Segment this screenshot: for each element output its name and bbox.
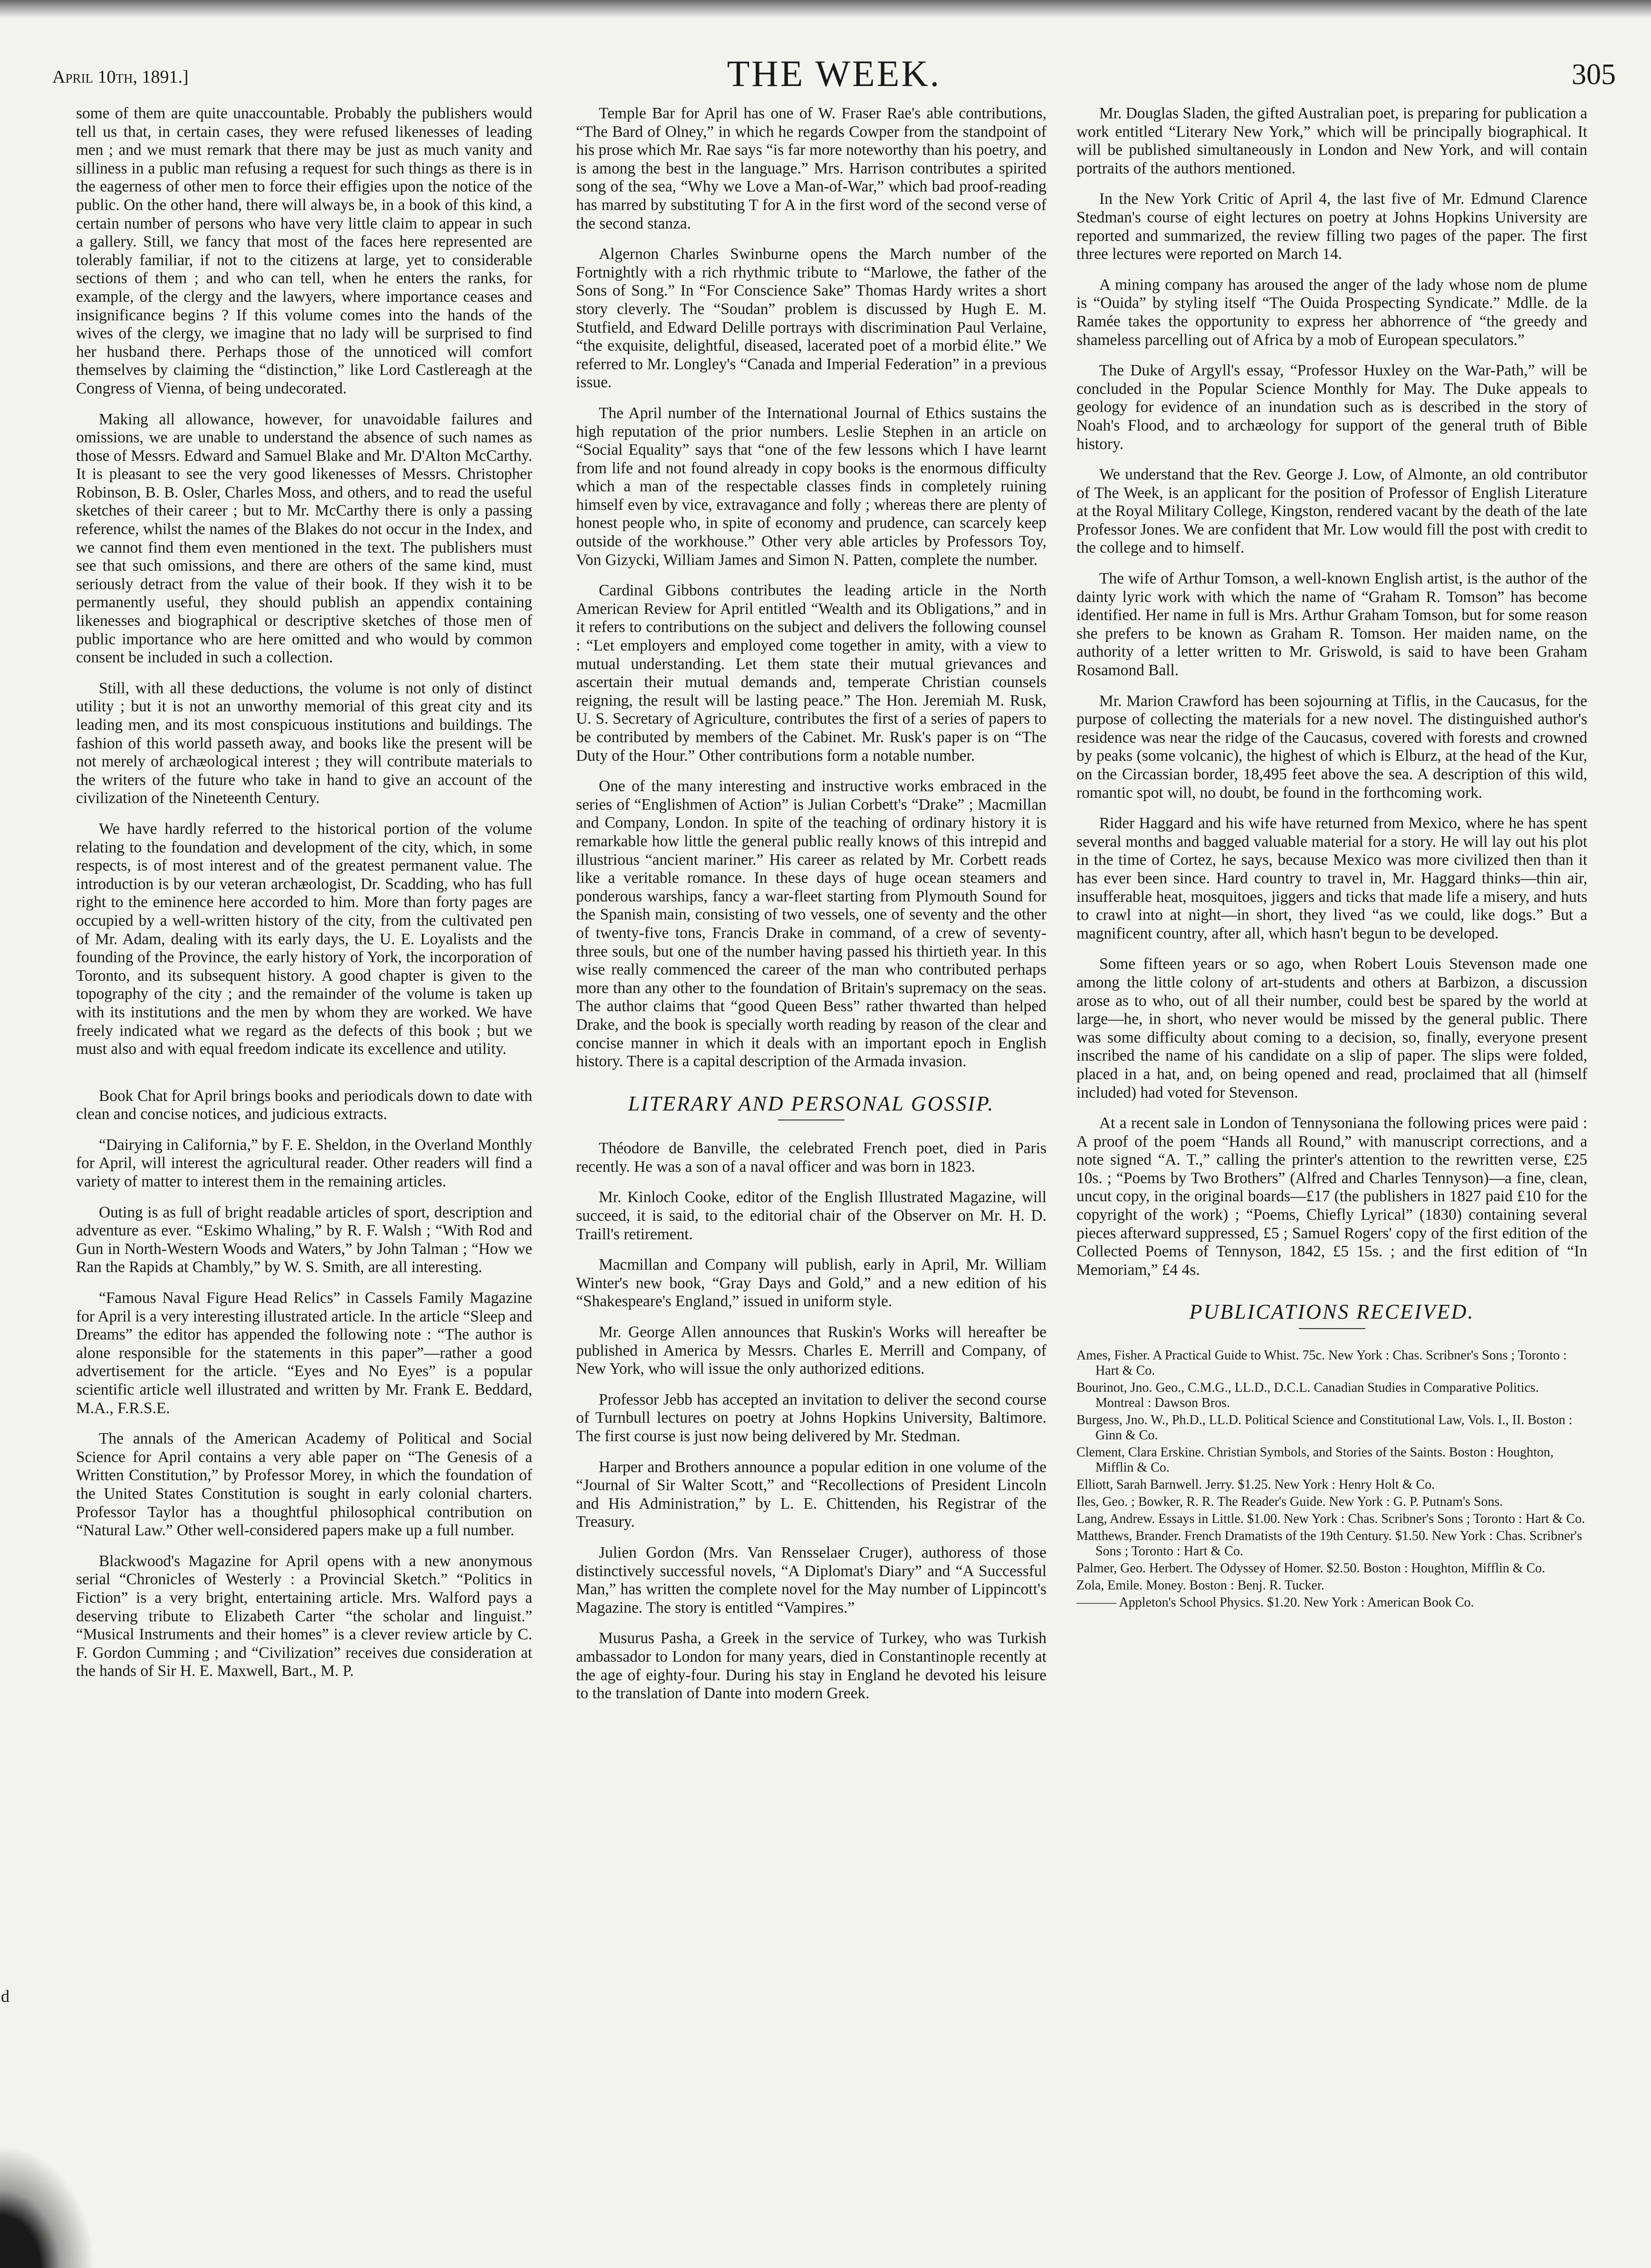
publication-entry: Zola, Emile. Money. Boston : Benj. R. Tucker.: [1076, 1578, 1325, 1593]
section-heading-gossip: LITERARY AND PERSONAL GOSSIP.: [628, 1091, 995, 1115]
publication-entry: Iles, Geo. ; Bowker, R. R. The Reader's Guide. New York : G. P. Putnam's Sons.: [1076, 1494, 1503, 1510]
margin-mark: d: [1, 1987, 10, 2006]
column-1: [76, 105, 532, 1693]
publication-entry: Lang, Andrew. Essays in Little. $1.00. New York : Chas. Scribner's Sons ; Toronto : Hart & Co.: [1076, 1512, 1585, 1527]
issue-date: April 10th, 1891.]: [52, 67, 189, 87]
paragraph: The April number of the International Journal of Ethics sustains the high reputation of the prior numbers. Leslie Stephen in an article on “Social Equality” says that “one of the few lessons which I have learnt from life and not found already in copy books is the enormous difficulty which a man of the respectable classes finds in completely ruining himself even by vice, extravagance and folly ; whereas there are plenty of honest people who, in spite of economy and prudence, can scarcely keep outside of the workhouse.” Other very able articles by Professors Toy, Von Gizycki, William James and Simon N. Patten, complete the number.: [576, 404, 1046, 569]
publication-entry: Elliott, Sarah Barnwell. Jerry. $1.25. New York : Henry Holt & Co.: [1076, 1477, 1435, 1493]
paragraph: We understand that the Rev. George J. Low, of Almonte, an old contributor of The Week, is an applicant for the position of Professor of English Literature at the Royal Military College, Kingston, rendered vacant by the death of the late Professor Jones. We are confident that Mr. Low would fill the post with credit to the college and to himself.: [1076, 466, 1587, 557]
paragraph: One of the many interesting and instructive works embraced in the series of “Englishmen of Action” is Julian Corbett's “Drake” ; Macmillan and Company, London. In spite of the teaching of ordinary history it is remarkable how little the general public really knows of this intrepid and illustrious “ancient mariner.” His career as related by Mr. Corbett reads like a veritable romance. In these days of huge ocean steamers and ponderous warships, fancy a war-fleet starting from Plymouth Sound for the Spanish main, consisting of two vessels, one of seventy and the other of twenty-five tons, Francis Drake in command, of a crew of seventy-three souls, but one of the number having passed his thirtieth year. In this wise really commenced the career of the man who contributed perhaps more than any other to the foundation of Britain's supremacy on the seas. The author claims that “good Queen Bess” rather thwarted than helped Drake, and the book is specially worth reading by reason of the clear and concise manner in which it deals with an important epoch in English history. There is a capital description of the Armada invasion.: [576, 777, 1046, 1071]
paragraph: A mining company has aroused the anger of the lady whose nom de plume is “Ouida” by styling itself “The Ouida Prospecting Syndicate.” Mdlle. de la Ramée takes the opportunity to express her abhorrence of “the greedy and shameless parcelling out of Africa by a mob of European speculators.”: [1076, 276, 1587, 349]
paragraph: The Duke of Argyll's essay, “Professor Huxley on the War-Path,” will be concluded in the Popular Science Monthly for May. The Duke appeals to geology for evidence of an inundation such as is described in the story of Noah's Flood, and to archæology for support of the general truth of Bible history.: [1076, 362, 1587, 453]
column-3: [1076, 105, 1587, 1612]
publications-list: [1076, 1348, 1587, 1610]
paragraph: Some fifteen years or so ago, when Robert Louis Stevenson made one among the little colony of art-students and others at Barbizon, a discussion arose as to who, out of all their number, could best be spared by the world at large—he, in short, who never would be missed by the general public. There was some difficulty about coming to a decision, so, finally, everyone present inscribed the name of his candidate on a slip of paper. The slips were folded, placed in a hat, and, on being opened and read, proclaimed that all (himself included) had voted for Stevenson.: [1076, 955, 1587, 1101]
publication-entry: Bourinot, Jno. Geo., C.M.G., LL.D., D.C.L. Canadian Studies in Comparative Politics. Montreal : Dawson Bros.: [1076, 1380, 1539, 1411]
paragraph: “Famous Naval Figure Head Relics” in Cassels Family Magazine for April is a very interesting illustrated article. In the article “Sleep and Dreams” the editor has appended the following note : “The author is alone responsible for the statements in this paper”—rather a good advertisement for the article. “Eyes and No Eyes” is a popular scientific article well illustrated and written by Mr. Frank E. Beddard, M.A., F.R.S.E.: [76, 1289, 532, 1417]
paragraph: We have hardly referred to the historical portion of the volume relating to the foundation and development of the city, which, in some respects, is of most interest and of the greatest permanent value. The introduction is by our veteran archæologist, Dr. Scadding, who has full right to the eminence here accorded to him. More than forty pages are occupied by a well-written history of the city, from the cultivated pen of Mr. Adam, dealing with its early days, the U. E. Loyalists and the founding of the Province, the early history of York, the incorporation of Toronto, and its subsequent history. A good chapter is given to the topography of the city ; and the remainder of the volume is taken up with its institutions and the men by whom they are worked. We have freely indicated what we regard as the defects of this book ; but we must also and with equal freedom indicate its excellence and utility.: [76, 820, 532, 1058]
gossip-paragraph: Musurus Pasha, a Greek in the service of Turkey, who was Turkish ambassador to London for many years, died in Constantinople recently at the age of eighty-four. During his stay in England he devoted his leisure to the translation of Dante into modern Greek.: [576, 1629, 1046, 1703]
gossip-paragraph: Harper and Brothers announce a popular edition in one volume of the “Journal of Sir Walter Scott,” and “Recollections of President Lincoln and His Administration,” by L. E. Chittenden, his Registrar of the Treasury.: [576, 1458, 1046, 1531]
gossip-paragraph: Julien Gordon (Mrs. Van Rensselaer Cruger), authoress of those distinctively successful novels, “A Diplomat's Diary” and “A Successful Man,” has written the complete novel for the May number of Lippincott's Magazine. The story is entitled “Vampires.”: [576, 1543, 1046, 1617]
paragraph: In the New York Critic of April 4, the last five of Mr. Edmund Clarence Stedman's course of eight lectures on poetry at Johns Hopkins University are reported and summarized, the review filling two pages of the paper. The first three lectures were reported on March 14.: [1076, 190, 1587, 263]
paragraph: Still, with all these deductions, the volume is not only of distinct utility ; but it is not an unworthy memorial of this great city and its leading men, and its most conspicuous institutions and buildings. The fashion of this world passeth away, and books like the present will be not merely of archæological interest ; they will contribute materials to the writers of the future who take in hand to give an account of the civilization of the Nineteenth Century.: [76, 679, 532, 807]
column-2: [576, 105, 1046, 1715]
page-header: [52, 52, 1616, 105]
publication-entry: Palmer, Geo. Herbert. The Odyssey of Homer. $2.50. Boston : Houghton, Mifflin & Co.: [1076, 1561, 1545, 1576]
paragraph: Outing is as full of bright readable articles of sport, description and adventure as ever. “Eskimo Whaling,” by R. F. Walsh ; “With Rod and Gun in North-Western Woods and Waters,” by John Talman ; “How we Ran the Rapids at Chambly,” by W. S. Smith, are all interesting.: [76, 1203, 532, 1276]
gossip-paragraph: Mr. George Allen announces that Ruskin's Works will hereafter be published in America by Messrs. Charles E. Merrill and Company, of New York, who will issue the only authorized editions.: [576, 1323, 1046, 1378]
paragraph: At a recent sale in London of Tennysoniana the following prices were paid : A proof of the poem “Hands all Round,” with manuscript corrections, and a note signed “A. T.,” calling the printer's attention to the rewritten verse, £25 10s. ; “Poems by Two Brothers” (Alfred and Charles Tennyson)—a fine, clean, uncut copy, in the original boards—£17 (the publishers in 1827 paid £10 for the copyright of the work) ; “Poems, Chiefly Lyrical” (1830) containing several pieces afterward suppressed, £5 ; Samuel Rogers' copy of the first edition of the Collected Poems of Tennyson, 1842, £5 15s. ; and the first edition of “In Memoriam,” £4 4s.: [1076, 1114, 1587, 1279]
publication-entry: Burgess, Jno. W., Ph.D., LL.D. Political Science and Constitutional Law, Vols. I., II. Boston : Ginn & Co.: [1076, 1413, 1573, 1443]
paragraph: The wife of Arthur Tomson, a well-known English artist, is the author of the dainty lyric work with which the name of “Graham R. Tomson” has become identified. Her name in full is Mrs. Arthur Graham Tomson, but for some reason she prefers to be known as Graham R. Tomson. Her maiden name, on the authority of a letter written to Mr. Griswold, is said to have been Graham Rosamond Ball.: [1076, 570, 1587, 679]
paragraph: Mr. Marion Crawford has been sojourning at Tiflis, in the Caucasus, for the purpose of collecting the materials for a new novel. The distinguished author's residence was near the ridge of the Caucasus, covered with forests and crowned by peaks (some volcanic), the highest of which is Elburz, at the head of the Kur, on the Circassian border, 18,495 feet above the sea. A description of this wild, romantic spot will, no doubt, be found in the forthcoming work.: [1076, 692, 1587, 802]
publication-entry: Matthews, Brander. French Dramatists of the 19th Century. $1.50. New York : Chas. Scribner's Sons ; Toronto : Hart & Co.: [1076, 1529, 1582, 1559]
paragraph: some of them are quite unaccountable. Probably the publishers would tell us that, in certain cases, they were refused likenesses of leading men ; and we must remark that there may be just as much vanity and silliness in a public man refusing a request for such things as there is in the eagerness of other men to force their effigies upon the notice of the public. On the other hand, there will always be, in a book of this kind, a certain number of persons who have very little claim to appear in such a gallery. Still, we fancy that most of the faces here represented are tolerably familiar, if not to the citizens at large, yet to considerable sections of them ; and who can tell, when he enters the ranks, for example, of the clergy and the lawyers, where importance ceases and insignificance begins ? If this volume comes into the hands of the wives of the clergy, we imagine that no lady will be surprised to find her husband there. Perhaps those of the unnoticed will comfort themselves by claiming the “distinction,” like Lord Castlereagh at the Congress of Vienna, of being undecorated.: [76, 105, 532, 397]
gossip-paragraph: Mr. Kinloch Cooke, editor of the English Illustrated Magazine, will succeed, it is said, to the editorial chair of the Observer on Mr. H. D. Traill's retirement.: [576, 1188, 1046, 1243]
paragraph: Mr. Douglas Sladen, the gifted Australian poet, is preparing for publication a work entitled “Literary New York,” which will be principally biographical. It will be published simultaneously in London and New York, and will contain portraits of the authors mentioned.: [1076, 105, 1587, 177]
page-number: 305: [1572, 58, 1616, 91]
paragraph: Cardinal Gibbons contributes the leading article in the North American Review for April entitled “Wealth and its Obligations,” and in it refers to contributions on the subject and delivers the following counsel : “Let employers and employed come together in amity, with a view to mutual understanding. Let them state their mutual grievances and ascertain their mutual demands and, temperate Christian counsels reigning, the result will be lasting peace.” The Hon. Jeremiah M. Rusk, U. S. Secretary of Agriculture, contributes the first of a series of papers to be contributed by members of the Cabinet. Mr. Rusk's paper is on “The Duty of the Hour.” Other contributions form a notable number.: [576, 582, 1046, 765]
paragraph: Rider Haggard and his wife have returned from Mexico, where he has spent several months and bagged valuable material for a story. He will lay out his plot in the time of Cortez, he says, because Mexico was more civilized then than it has ever been since. Hard country to travel in, Mr. Haggard thinks—thin air, insufferable heat, mosquitoes, jiggers and ticks that made life a misery, and huts to crawl into at night—in short, they lived “as we could, like dogs.” But a magnificent country, after all, which hasn't begun to be developed.: [1076, 814, 1587, 942]
paragraph: Blackwood's Magazine for April opens with a new anonymous serial “Chronicles of Westerly : a Provincial Sketch.” “Politics in Fiction” is a very bright, entertaining article. Mrs. Walford pays a deserving tribute to Elizabeth Carter “the scholar and linguist.” “Musical Instruments and their homes” is a clever review article by C. F. Gordon Cumming ; and “Civilization” receives due consideration at the hands of Sir H. E. Maxwell, Bart., M. P.: [76, 1552, 532, 1680]
paragraph: Making all allowance, however, for unavoidable failures and omissions, we are unable to understand the absence of such names as those of Messrs. Edward and Samuel Blake and Mr. D'Alton McCarthy. It is pleasant to see the very good likenesses of Messrs. Christopher Robinson, B. B. Osler, Charles Moss, and others, and to read the useful sketches of their career ; but to Mr. McCarthy there is only a passing reference, whilst the names of the Blakes do not occur in the Index, and we cannot find them even mentioned in the text. The publishers must see that such omissions, and there are others of the same kind, must seriously detract from the value of their book. If they wish it to be permanently useful, they should publish an appendix containing likenesses and biographical or descriptive sketches of those men of public importance who are here omitted and who would by common consent be included in such a collection.: [76, 410, 532, 667]
publication-entry: ——— Appleton's School Physics. $1.20. New York : American Book Co.: [1076, 1595, 1474, 1610]
paragraph: Algernon Charles Swinburne opens the March number of the Fortnightly with a rich rhythmic tribute to “Marlowe, the father of the Sons of Song.” In “For Conscience Sake” Thomas Hardy writes a short story cleverly. The “Soudan” problem is discussed by Hugh E. M. Stutfield, and Edward Delille portrays with discrimination Paul Verlaine, “the exquisite, delightful, diseased, lacerated poet of a morbid élite.” We referred to Mr. Longley's “Canada and Imperial Federation” in a previous issue.: [576, 245, 1046, 392]
paragraph: “Dairying in California,” by F. E. Sheldon, in the Overland Monthly for April, will interest the agricultural reader. Other readers will find a variety of matter to interest them in the remaining articles.: [76, 1136, 532, 1191]
paragraph: Book Chat for April brings books and periodicals down to date with clean and concise notices, and judicious extracts.: [76, 1087, 532, 1123]
scan-edge: [0, 0, 1651, 18]
binding-shadow: [0, 2144, 95, 2268]
gossip-paragraph: Macmillan and Company will publish, early in April, Mr. William Winter's new book, “Gray Days and Gold,” and a new edition of his “Shakespeare's England,” issued in uniform style.: [576, 1256, 1046, 1311]
heading-rule: [1299, 1328, 1365, 1329]
section-heading-publications: PUBLICATIONS RECEIVED.: [1189, 1300, 1475, 1324]
gossip-paragraph: Professor Jebb has accepted an invitation to deliver the second course of Turnbull lectures on poetry at Johns Hopkins University, Baltimore. The first course is just now being delivered by Mr. Stedman.: [576, 1390, 1046, 1445]
paragraph: The annals of the American Academy of Political and Social Science for April contains a very able paper on “The Genesis of a Written Constitution,” by Professor Morey, in which the foundation of the United States Constitution is sought in early colonial charters. Professor Taylor has a thoughtful philosophical contribution on “Natural Law.” Other well-considered papers make up a full number.: [76, 1430, 532, 1540]
publication-entry: Clement, Clara Erskine. Christian Symbols, and Stories of the Saints. Boston : Houghton, Mifflin & Co.: [1076, 1445, 1554, 1475]
journal-title: THE WEEK.: [727, 53, 941, 94]
paragraph: Temple Bar for April has one of W. Fraser Rae's able contributions, “The Bard of Olney,” in which he regards Cowper from the standpoint of his prose which Mr. Rae says “is far more noteworthy than his poetry, and is among the best in the language.” Mrs. Harrison contributes a spirited song of the sea, “Why we Love a Man-of-War,” which bad proof-reading has marred by substituting T for A in the first word of the second verse of the second stanza.: [576, 105, 1046, 232]
publication-entry: Ames, Fisher. A Practical Guide to Whist. 75c. New York : Chas. Scribner's Sons ; Toronto : Hart & Co.: [1076, 1348, 1567, 1378]
gossip-paragraph: Théodore de Banville, the celebrated French poet, died in Paris recently. He was a son of a naval officer and was born in 1823.: [576, 1139, 1046, 1176]
